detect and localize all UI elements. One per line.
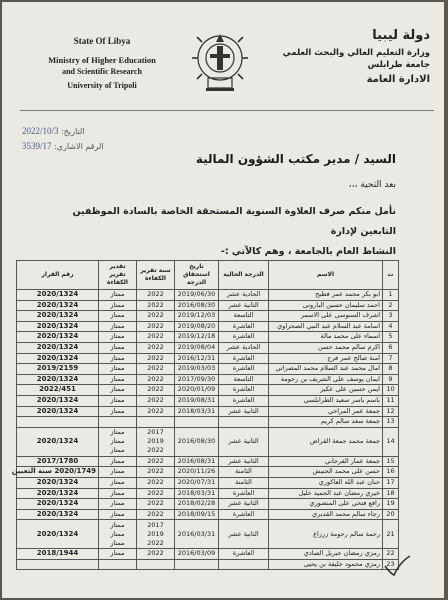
- cell-year: 2022: [137, 385, 175, 396]
- cell-year: [137, 417, 175, 428]
- cell-num: 18: [383, 488, 399, 499]
- cell-date: 2019/08/20: [175, 321, 219, 332]
- cell-year: 2022: [137, 300, 175, 311]
- cell-date: [175, 417, 219, 428]
- col-report-year: سنة تقرير الكفاءة: [137, 261, 175, 290]
- cell-year: 2022: [137, 364, 175, 375]
- cell-rating: ممتاز: [99, 456, 137, 467]
- cell-grade: الثانية عشر: [219, 456, 269, 467]
- table-row: [17, 467, 399, 478]
- cell-date: 2019/12/03: [175, 311, 219, 322]
- cell-grade: الثانية عشر: [219, 406, 269, 417]
- cell-date: 2018/02/28: [175, 499, 219, 510]
- letter-body: [46, 202, 396, 262]
- cell-name: جمعة محمد جمعة القراض: [269, 427, 383, 456]
- cell-decision: 2020/1324: [17, 353, 99, 364]
- cell-year: 2022: [137, 332, 175, 343]
- cell-year: 2022: [137, 477, 175, 488]
- cell-name: رجاء سالم محمد القديري: [269, 509, 383, 520]
- cell-year: 2022: [137, 395, 175, 406]
- cell-grade: العاشرة: [219, 321, 269, 332]
- cell-date: 2016/03/09: [175, 549, 219, 560]
- cell-year: 2022: [137, 321, 175, 332]
- table-body: [11, 290, 399, 570]
- cell-name: امنة صالح عمر فرج: [269, 353, 383, 364]
- cell-date: 2020/01/09: [175, 385, 219, 396]
- table-row: [17, 509, 399, 520]
- cell-grade: [219, 559, 269, 570]
- cell-name: حسن على محمد الحنيش: [269, 467, 383, 478]
- cell-date: 2019/08/31: [175, 395, 219, 406]
- cell-num: 4: [383, 321, 399, 332]
- cell-date: 2017/09/30: [175, 374, 219, 385]
- col-name: الاسم: [269, 261, 383, 290]
- en-ministry-line2: and Scientific Research: [62, 67, 142, 76]
- cell-year: 2022: [137, 342, 175, 353]
- cell-num: 6: [383, 342, 399, 353]
- table-row: [17, 559, 399, 570]
- cell-decision: 2017/1780: [17, 456, 99, 467]
- cell-date: 2016/08/30: [175, 427, 219, 456]
- cell-grade: العاشرة: [219, 353, 269, 364]
- cell-name: خيري رمضان عبد الحميد خليل: [269, 488, 383, 499]
- cell-year: 2022: [137, 488, 175, 499]
- cell-rating: ممتاز: [99, 549, 137, 560]
- col-rating: تقدير تقرير الكفاءة: [99, 261, 137, 290]
- cell-num: 1: [383, 290, 399, 301]
- table-row: [17, 520, 399, 549]
- cell-rating: ممتاز: [99, 509, 137, 520]
- arabic-letterhead: [270, 28, 430, 85]
- cell-rating: ممتاز: [99, 374, 137, 385]
- cell-decision: 2020/1324: [17, 477, 99, 488]
- table-row: [17, 342, 399, 353]
- col-decision: رقم القرار: [17, 261, 99, 290]
- cell-grade: الثانية عشر: [219, 427, 269, 456]
- table-row: [17, 488, 399, 499]
- cell-name: ايمان يوسف على الشريف بن رحومة: [269, 374, 383, 385]
- cell-grade: العاشرة: [219, 385, 269, 396]
- table-row: [17, 353, 399, 364]
- addressee: السيد / مدير مكتب الشؤون المالية: [195, 152, 396, 166]
- cell-name: ايمن حسين على عكير: [269, 385, 383, 396]
- cell-name: اسامة عبد السلام عبد النبي الصحراوي: [269, 321, 383, 332]
- cell-num: 3: [383, 311, 399, 322]
- reference-block: [22, 124, 142, 154]
- table-row: [17, 549, 399, 560]
- cell-name: رمزي رمضان جبريل الصادي: [269, 549, 383, 560]
- table-row: [17, 385, 399, 396]
- date-value: 2022/10/3: [22, 126, 59, 136]
- table-header-row: [17, 261, 399, 290]
- cell-date: 2016/12/31: [175, 353, 219, 364]
- cell-grade: الثانية عشر: [219, 300, 269, 311]
- cell-grade: الثانية عشر: [219, 499, 269, 510]
- cell-grade: العاشرة: [219, 509, 269, 520]
- cell-rating: ممتاز: [99, 321, 137, 332]
- cell-num: 19: [383, 499, 399, 510]
- cell-decision: 2020/1324: [17, 395, 99, 406]
- cell-year: 2022: [137, 549, 175, 560]
- cell-decision: 2020/1324: [17, 290, 99, 301]
- cell-name: اشرف السنوسى على الاسمر: [269, 311, 383, 322]
- cell-grade: العاشرة: [219, 332, 269, 343]
- cell-year: 2017 2019 2022: [137, 520, 175, 549]
- cell-num: 13: [383, 417, 399, 428]
- table-row: [17, 332, 399, 343]
- cell-decision: 2022/451: [17, 385, 99, 396]
- ar-ministry: وزارة التعليم العالي والبحث العلمي: [282, 48, 430, 58]
- table-row: [17, 300, 399, 311]
- cell-year: 2022: [137, 456, 175, 467]
- cell-year: 2022: [137, 499, 175, 510]
- cell-date: 2019/08/04: [175, 342, 219, 353]
- table-row: [17, 406, 399, 417]
- cell-grade: الثامنة: [219, 477, 269, 488]
- cell-date: 2019/03/03: [175, 364, 219, 375]
- table-row: [17, 477, 399, 488]
- cell-date: 2016/03/31: [175, 520, 219, 549]
- cell-name: اسماء على محمد مالة: [269, 332, 383, 343]
- cell-year: 2022: [137, 509, 175, 520]
- table-row: [17, 456, 399, 467]
- cell-rating: ممتاز: [99, 290, 137, 301]
- cell-name: باسم ياسر سعيد الطرابلسي: [269, 395, 383, 406]
- cell-date: 2018/03/31: [175, 406, 219, 417]
- cell-num: 23: [383, 559, 399, 570]
- cell-rating: ممتاز ممتاز ممتاز: [99, 427, 137, 456]
- cell-grade: التاسعة: [219, 311, 269, 322]
- cell-name: جمعة سعد سالم كريم: [269, 417, 383, 428]
- cell-num: 15: [383, 456, 399, 467]
- table-row: [17, 395, 399, 406]
- cell-date: 2016/08/31: [175, 456, 219, 467]
- cell-date: [175, 559, 219, 570]
- table-row: [17, 311, 399, 322]
- ar-university: جامعة طرابلس: [367, 60, 430, 70]
- cell-decision: 2020/1324: [17, 311, 99, 322]
- table-row: [17, 290, 399, 301]
- cell-date: 2020/11/26: [175, 467, 219, 478]
- cell-num: 22: [383, 549, 399, 560]
- cell-grade: التاسعة: [219, 374, 269, 385]
- greeting: بعد التحية ،،،: [348, 180, 396, 190]
- cell-num: 17: [383, 477, 399, 488]
- table-row: [17, 364, 399, 375]
- cell-decision: 2020/1324: [17, 332, 99, 343]
- cell-name: رمزي محمود خليفة بن يحيى: [269, 559, 383, 570]
- cell-grade: العاشرة: [219, 488, 269, 499]
- cell-date: 2020/07/31: [175, 477, 219, 488]
- body-line-2: النشاط العام بالجامعة ، وهم كالآتي :-: [220, 246, 396, 257]
- cell-rating: ممتاز: [99, 332, 137, 343]
- cell-num: 9: [383, 374, 399, 385]
- cell-rating: [99, 417, 137, 428]
- cell-date: 2018/03/31: [175, 488, 219, 499]
- cell-decision: 2020/1324: [17, 406, 99, 417]
- cell-year: [137, 559, 175, 570]
- date-label: التاريخ:: [61, 127, 85, 136]
- cell-num: 8: [383, 364, 399, 375]
- cell-num: 10: [383, 385, 399, 396]
- ar-state: دولة ليبيا: [372, 28, 430, 43]
- cell-grade: الحادية عشر: [219, 290, 269, 301]
- cell-year: 2022: [137, 290, 175, 301]
- employees-table: [11, 260, 399, 570]
- cell-decision: 2020/1324: [17, 427, 99, 456]
- cell-rating: ممتاز: [99, 353, 137, 364]
- body-line-1: نأمل منكم صرف العلاوة السنوية المستحقة الخاصة بالسادة الموظفين التابعين لإدارة: [72, 206, 396, 237]
- cell-year: 2022: [137, 353, 175, 364]
- cell-num: 7: [383, 353, 399, 364]
- cell-num: 11: [383, 395, 399, 406]
- cell-grade: [219, 417, 269, 428]
- table-row: [17, 427, 399, 456]
- cell-name: جمعة عمر المراحي: [269, 406, 383, 417]
- table-row: [17, 321, 399, 332]
- cell-decision: 2020/1324: [17, 342, 99, 353]
- cell-name: جمعة عمار الفرجاني: [269, 456, 383, 467]
- cell-year: 2022: [137, 311, 175, 322]
- cell-rating: ممتاز: [99, 300, 137, 311]
- col-grade: الدرجة الحالية: [219, 261, 269, 290]
- cell-year: 2022: [137, 406, 175, 417]
- cell-rating: ممتاز: [99, 364, 137, 375]
- cell-rating: ممتاز ممتاز ممتاز: [99, 520, 137, 549]
- cell-decision: 2020/1324: [17, 488, 99, 499]
- cell-name: حنان عبد الله العاكوري: [269, 477, 383, 488]
- cell-rating: ممتاز: [99, 385, 137, 396]
- en-university: University of Tripoli: [67, 81, 137, 90]
- col-due-date: تاريخ استحقاق الدرجة: [175, 261, 219, 290]
- cell-decision: 2018/1944: [17, 549, 99, 560]
- cell-year: 2017 2019 2022: [137, 427, 175, 456]
- cell-decision: 2020/1324: [17, 499, 99, 510]
- cell-name: رحمة سالم رحومة زرزاع: [269, 520, 383, 549]
- cell-decision: 2020/1749 سنة التعيين: [17, 467, 99, 478]
- header-divider: [20, 110, 434, 111]
- table-row: [17, 417, 399, 428]
- cell-rating: ممتاز: [99, 311, 137, 322]
- cell-num: 5: [383, 332, 399, 343]
- cell-name: احمد سليمان حسين البارونى: [269, 300, 383, 311]
- table-row: [17, 374, 399, 385]
- cell-name: اكرم سالم محمد حسن: [269, 342, 383, 353]
- cell-num: 21: [383, 520, 399, 549]
- cell-rating: ممتاز: [99, 395, 137, 406]
- cell-rating: ممتاز: [99, 499, 137, 510]
- ar-department: الادارة العامة: [366, 74, 430, 85]
- cell-name: امال محمد عبد السلام محمد المصراتي: [269, 364, 383, 375]
- cell-date: 2019/06/30: [175, 290, 219, 301]
- ref-label: الرقم الاشاري:: [54, 142, 104, 151]
- document-page: [2, 2, 444, 598]
- cell-grade: العاشرة: [219, 395, 269, 406]
- cell-date: 2019/12/18: [175, 332, 219, 343]
- cell-rating: ممتاز: [99, 406, 137, 417]
- cell-decision: 2020/1324: [17, 374, 99, 385]
- cell-grade: العاشرة: [219, 364, 269, 375]
- cell-grade: الحادية عشر: [219, 342, 269, 353]
- cell-decision: 2020/1324: [17, 509, 99, 520]
- cell-decision: 2020/1324: [17, 520, 99, 549]
- cell-decision: [17, 559, 99, 570]
- university-emblem-icon: [190, 28, 250, 98]
- cell-rating: [99, 559, 137, 570]
- cell-decision: [17, 417, 99, 428]
- cell-grade: الثامنة: [219, 467, 269, 478]
- cell-name: ابو بكر محمد عمر فطيح: [269, 290, 383, 301]
- cell-decision: 2020/1324: [17, 300, 99, 311]
- ref-value: 3539/17: [22, 141, 52, 151]
- cell-rating: ممتاز: [99, 477, 137, 488]
- en-state: State Of Libya: [73, 36, 131, 46]
- cell-year: 2022: [137, 374, 175, 385]
- english-letterhead: [22, 36, 182, 90]
- cell-grade: العاشرة: [219, 549, 269, 560]
- cell-decision: 2019/2159: [17, 364, 99, 375]
- cell-date: 2016/08/30: [175, 300, 219, 311]
- cell-num: 12: [383, 406, 399, 417]
- table-row: [17, 499, 399, 510]
- col-num: ت: [383, 261, 399, 290]
- cell-rating: ممتاز: [99, 342, 137, 353]
- cell-name: رافع فتحي على المنصوري: [269, 499, 383, 510]
- cell-rating: ممتاز: [99, 467, 137, 478]
- cell-num: 14: [383, 427, 399, 456]
- cell-num: 16: [383, 467, 399, 478]
- cell-rating: ممتاز: [99, 488, 137, 499]
- cell-year: 2022: [137, 467, 175, 478]
- cell-date: 2018/09/15: [175, 509, 219, 520]
- cell-num: 2: [383, 300, 399, 311]
- cell-grade: الثانية عشر: [219, 520, 269, 549]
- cell-num: 20: [383, 509, 399, 520]
- en-ministry-line1: Ministry of Higher Education: [48, 55, 156, 65]
- cell-decision: 2020/1324: [17, 321, 99, 332]
- checkmark-icon: [382, 554, 412, 578]
